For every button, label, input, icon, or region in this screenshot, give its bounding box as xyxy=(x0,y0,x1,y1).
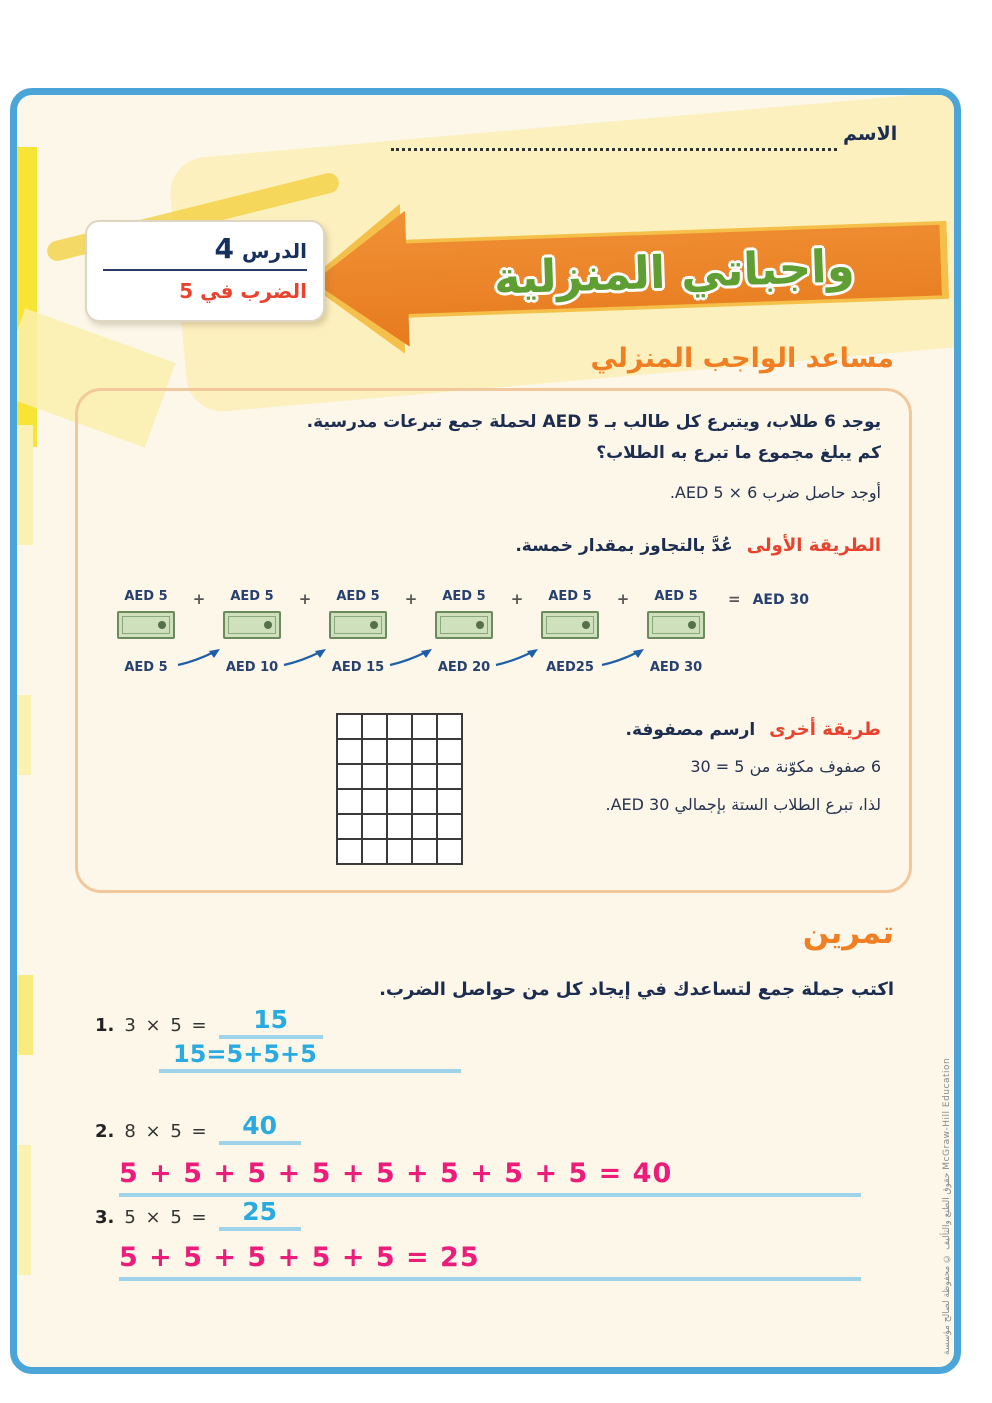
problem-number: 1. xyxy=(95,1015,115,1036)
name-label: الاسم xyxy=(843,123,898,145)
problem-expression: 3 × 5 = xyxy=(124,1015,209,1036)
total-group xyxy=(728,589,809,608)
array-cell xyxy=(363,765,388,790)
bill-group xyxy=(434,589,494,639)
problem-expression: 8 × 5 = xyxy=(124,1121,209,1142)
skip-count-label: AED 5 xyxy=(124,660,168,675)
array-cell xyxy=(438,740,463,765)
skip-arrow-icon xyxy=(282,647,328,669)
decor-yellow-stripe xyxy=(13,1145,31,1275)
bill-group xyxy=(116,589,176,639)
array-cell xyxy=(438,715,463,740)
array-cell xyxy=(438,840,463,865)
array-cell xyxy=(413,840,438,865)
lesson-line xyxy=(103,232,307,265)
word-problem-line2: كم يبلغ مجموع ما تبرع به الطلاب؟ xyxy=(596,443,881,463)
bill-group xyxy=(540,589,600,639)
plus-sign: + xyxy=(404,590,418,608)
array-cell xyxy=(413,815,438,840)
total-label: AED 30 xyxy=(752,592,809,608)
skip-arrow-icon xyxy=(494,647,540,669)
money-bill-icon xyxy=(541,611,599,639)
array-cell xyxy=(338,765,363,790)
bill-group xyxy=(328,589,388,639)
array-cell xyxy=(363,840,388,865)
array-grid xyxy=(336,713,463,865)
skip-count-label: AED 30 xyxy=(649,660,703,675)
method2-label: طريقة أخرى xyxy=(769,719,881,740)
practice-problem-3 xyxy=(95,1199,861,1281)
homework-banner xyxy=(311,192,943,350)
addition-sentence-line: 5 + 5 + 5 + 5 + 5 = 25 xyxy=(119,1243,861,1281)
bill-group xyxy=(222,589,282,639)
skip-count-label: AED 20 xyxy=(437,660,491,675)
bill-amount-label: AED 5 xyxy=(442,589,486,604)
money-bill-icon xyxy=(223,611,281,639)
answer-line: 25 xyxy=(219,1199,301,1231)
lesson-box xyxy=(85,220,325,322)
skip-count-bills xyxy=(116,589,809,639)
array-cell xyxy=(388,790,413,815)
decor-yellow-stripe xyxy=(13,695,31,775)
method2-line xyxy=(626,719,881,740)
array-cell xyxy=(363,790,388,815)
array-cell xyxy=(388,740,413,765)
problem-expression: 5 × 5 = xyxy=(124,1207,209,1228)
money-bill-icon xyxy=(647,611,705,639)
lesson-number: 4 xyxy=(214,232,234,265)
addition-sentence-line: 5 + 5 + 5 + 5 + 5 + 5 + 5 + 5 = 40 xyxy=(119,1159,861,1197)
answer-line: 15 xyxy=(219,1007,323,1039)
plus-sign: + xyxy=(510,590,524,608)
copyright-text: حقوق الطبع والتأليف © محفوظة لصالح مؤسسة McGraw-Hill Education xyxy=(942,1057,952,1355)
practice-problem-2 xyxy=(95,1113,861,1197)
array-cell xyxy=(338,790,363,815)
find-line: أوجد حاصل ضرب AED 5 × 6. xyxy=(669,483,881,502)
method2-text: ارسم مصفوفة. xyxy=(625,720,756,740)
array-cell xyxy=(338,815,363,840)
array-cell xyxy=(438,765,463,790)
bill-amount-label: AED 5 xyxy=(336,589,380,604)
problem-number: 2. xyxy=(95,1121,115,1142)
word-problem-line1: يوجد 6 طلاب، ويتبرع كل طالب بـ AED 5 لحملة جمع تبرعات مدرسية. xyxy=(306,412,881,432)
money-bill-icon xyxy=(435,611,493,639)
addition-sentence-line: 15=5+5+5 xyxy=(159,1041,461,1073)
array-cell xyxy=(363,715,388,740)
array-cell xyxy=(338,840,363,865)
bill-amount-label: AED 5 xyxy=(548,589,592,604)
array-cell xyxy=(413,790,438,815)
array-cell xyxy=(388,715,413,740)
array-cell xyxy=(338,715,363,740)
array-cell xyxy=(413,765,438,790)
problem-line xyxy=(95,1007,461,1039)
array-cell xyxy=(363,815,388,840)
skip-count-row xyxy=(116,647,706,675)
skip-arrow-icon xyxy=(176,647,222,669)
array-cell xyxy=(413,715,438,740)
practice-problem-1 xyxy=(95,1007,461,1073)
decor-yellow-stripe xyxy=(13,425,33,545)
word-problem xyxy=(307,407,881,469)
helper-box xyxy=(75,388,912,893)
lesson-label: الدرس xyxy=(241,239,307,263)
plus-sign: + xyxy=(616,590,630,608)
array-description: 6 صفوف مكوّنة من 5 = 30 xyxy=(690,757,881,776)
bill-group xyxy=(646,589,706,639)
problem-line xyxy=(95,1113,861,1145)
array-cell xyxy=(438,815,463,840)
money-bill-icon xyxy=(329,611,387,639)
skip-arrow-icon xyxy=(388,647,434,669)
array-cell xyxy=(388,815,413,840)
method1-label: الطريقة الأولى xyxy=(746,535,881,556)
bill-amount-label: AED 5 xyxy=(230,589,274,604)
skip-arrow-icon xyxy=(600,647,646,669)
answer-line: 40 xyxy=(219,1113,301,1145)
practice-instruction: اكتب جملة جمع لتساعدك في إيجاد كل من حواصل الضرب. xyxy=(379,979,894,1000)
name-fill-line xyxy=(391,129,837,151)
array-cell xyxy=(363,740,388,765)
bill-amount-label: AED 5 xyxy=(124,589,168,604)
array-cell xyxy=(388,765,413,790)
helper-section-heading: مساعد الواجب المنزلي xyxy=(590,343,894,374)
conclusion-line: لذا، تبرع الطلاب الستة بإجمالي AED 30. xyxy=(605,795,881,814)
page-frame xyxy=(10,88,961,1374)
plus-sign: + xyxy=(298,590,312,608)
lesson-topic: الضرب في 5 xyxy=(179,279,307,303)
array-cell xyxy=(438,790,463,815)
skip-count-label: AED25 xyxy=(546,660,594,675)
equals-sign: = xyxy=(728,590,741,608)
method1-text: عُدَّ بالتجاوز بمقدار خمسة. xyxy=(515,536,733,556)
decor-yellow-stripe xyxy=(13,975,33,1055)
array-cell xyxy=(388,840,413,865)
banner-title: واجباتي المنزلية xyxy=(493,239,856,305)
skip-count-label: AED 10 xyxy=(225,660,279,675)
plus-sign: + xyxy=(192,590,206,608)
bill-amount-label: AED 5 xyxy=(654,589,698,604)
array-cell xyxy=(338,740,363,765)
method1-line xyxy=(515,535,881,556)
problem-line xyxy=(95,1199,861,1231)
problem-number: 3. xyxy=(95,1207,115,1228)
money-bill-icon xyxy=(117,611,175,639)
array-cell xyxy=(413,740,438,765)
lesson-divider xyxy=(103,269,307,271)
practice-section-heading: تمرين xyxy=(802,915,894,951)
skip-count-label: AED 15 xyxy=(331,660,385,675)
